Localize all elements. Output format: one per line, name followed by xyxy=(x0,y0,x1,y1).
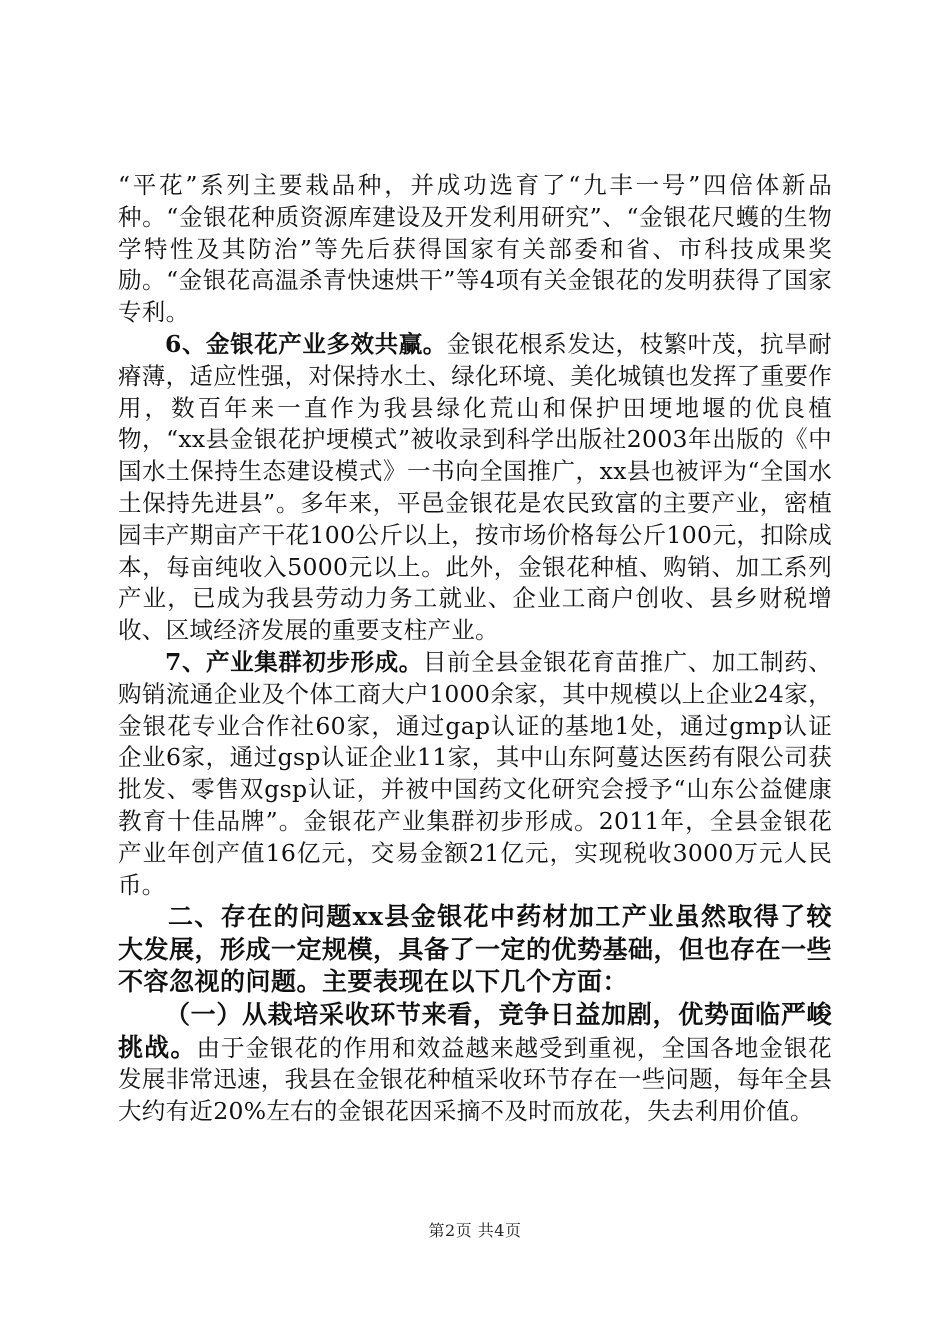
item-6-heading: 6、金银花产业多效共赢。 xyxy=(165,329,447,358)
document-body xyxy=(118,170,832,1128)
item-6-text: 金银花根系发达，枝繁叶茂，抗旱耐瘠薄，适应性强，对保持水土、绿化环境、美化城镇也发挥了重要作用，数百年来一直作为我县绿化荒山和保护田埂地堰的优良植物，“xx县金银花护埂模式”被收录到科学出版社2003年出版的《中国水土保持生态建设模式》一书向全国推广，xx县也被评为“全国水土保持先进县”。多年来，平邑金银花是农民致富的主要产业，密植园丰产期亩产干花100公斤以上，按市场价格每公斤100元，扣除成本，每亩纯收入5000元以上。此外，金银花种植、购销、加工系列产业，已成为我县劳动力务工就业、企业工商户创收、县乡财税增收、区域经济发展的重要支柱产业。 xyxy=(118,329,832,645)
page-footer: 第2页 共4页 xyxy=(428,1221,522,1240)
item-7-heading: 7、产业集群初步形成。 xyxy=(165,647,423,676)
subsection-one-text: 由于金银花的作用和效益越来越受到重视，全国各地金银花发展非常迅速，我县在金银花种植采收环节存在一些问题，每年全县大约有近20%左右的金银花因采摘不及时而放花，失去利用价值。 xyxy=(118,1033,832,1126)
paragraph-item-6 xyxy=(118,329,832,647)
paragraph-item-7 xyxy=(118,647,832,901)
section-two-heading: 二、存在的问题xx县金银花中药材加工产业虽然取得了较大发展，形成一定规模，具备了一定的优势基础，但也存在一些不容忽视的问题。主要表现在以下几个方面： xyxy=(118,902,833,997)
paragraph-varieties xyxy=(118,170,832,329)
item-7-text: 目前全县金银花育苗推广、加工制药、购销流通企业及个体工商大户1000余家，其中规模以上企业24家，金银花专业合作社60家，通过gap认证的基地1处，通过gmp认证企业6家，通过gsp认证企业11家，其中山东阿蔓达医药有限公司获批发、零售双gsp认证，并被中国药文化研究会授予“山东公益健康教育十佳品牌”。金银花产业集群初步形成。2011年，全县金银花产业年创产值16亿元，交易金额21亿元，实现税收3000万元人民币。 xyxy=(118,647,832,899)
paragraph-text: “平花”系列主要栽品种，并成功选育了“九丰一号”四倍体新品种。“金银花种质资源库建设及开发利用研究”、“金银花尺蠖的生物学特性及其防治”等先后获得国家有关部委和省、市科技成果奖励。“金银花高温杀青快速烘干”等4项有关金银花的发明获得了国家专利。 xyxy=(118,171,832,327)
subsection-one xyxy=(118,999,832,1128)
subsection-one-heading: （一）从栽培采收环节来看，竞争日益加剧，优势面临严峻挑战。 xyxy=(118,999,832,1062)
